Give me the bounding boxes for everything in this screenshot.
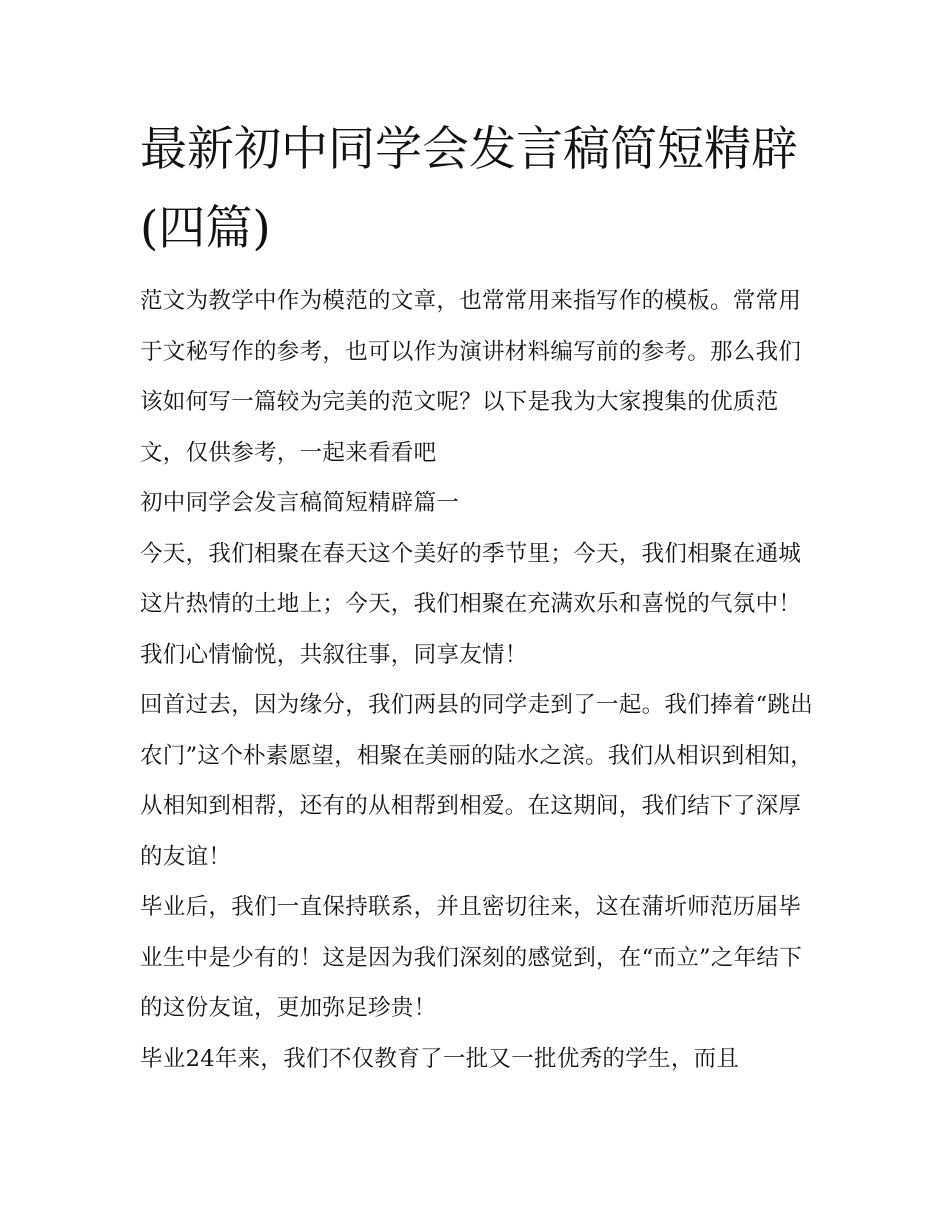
body-paragraph: 毕业24年来，我们不仅教育了一批又一批优秀的学生，而且 <box>140 1045 740 1072</box>
body-paragraph: 回首过去，因为缘分，我们两县的同学走到了一起。我们捧着“跳出农门”这个朴素愿望，相聚在美丽的陆水之滨。我们从相识到相知，从相知到相帮，还有的从相帮到相爱。在这期间，我们结下了深厚的友谊！ <box>140 692 814 870</box>
intro-paragraph: 范文为教学中作为模范的文章，也常常用来指写作的模板。常常用于文秘写作的参考，也可以作为演讲材料编写前的参考。那么我们该如何写一篇较为完美的范文呢？以下是我为大家搜集的优质范文，仅供参考，一起来看看吧 <box>140 288 802 466</box>
document-title: 最新初中同学会发言稿简短精辟(四篇) <box>140 122 798 256</box>
document-body <box>140 110 820 1084</box>
body-paragraph: 毕业后，我们一直保持联系，并且密切往来，这在蒲圻师范历届毕业生中是少有的！这是因为我们深刻的感觉到，在“而立”之年结下的这份友谊，更加弥足珍贵！ <box>140 894 803 1021</box>
section-heading: 初中同学会发言稿简短精辟篇一 <box>140 490 460 516</box>
body-paragraph: 今天，我们相聚在春天这个美好的季节里；今天，我们相聚在通城这片热情的土地上；今天，我们相聚在充满欢乐和喜悦的气氛中！我们心情愉悦，共叙往事，同享友情！ <box>140 540 802 668</box>
